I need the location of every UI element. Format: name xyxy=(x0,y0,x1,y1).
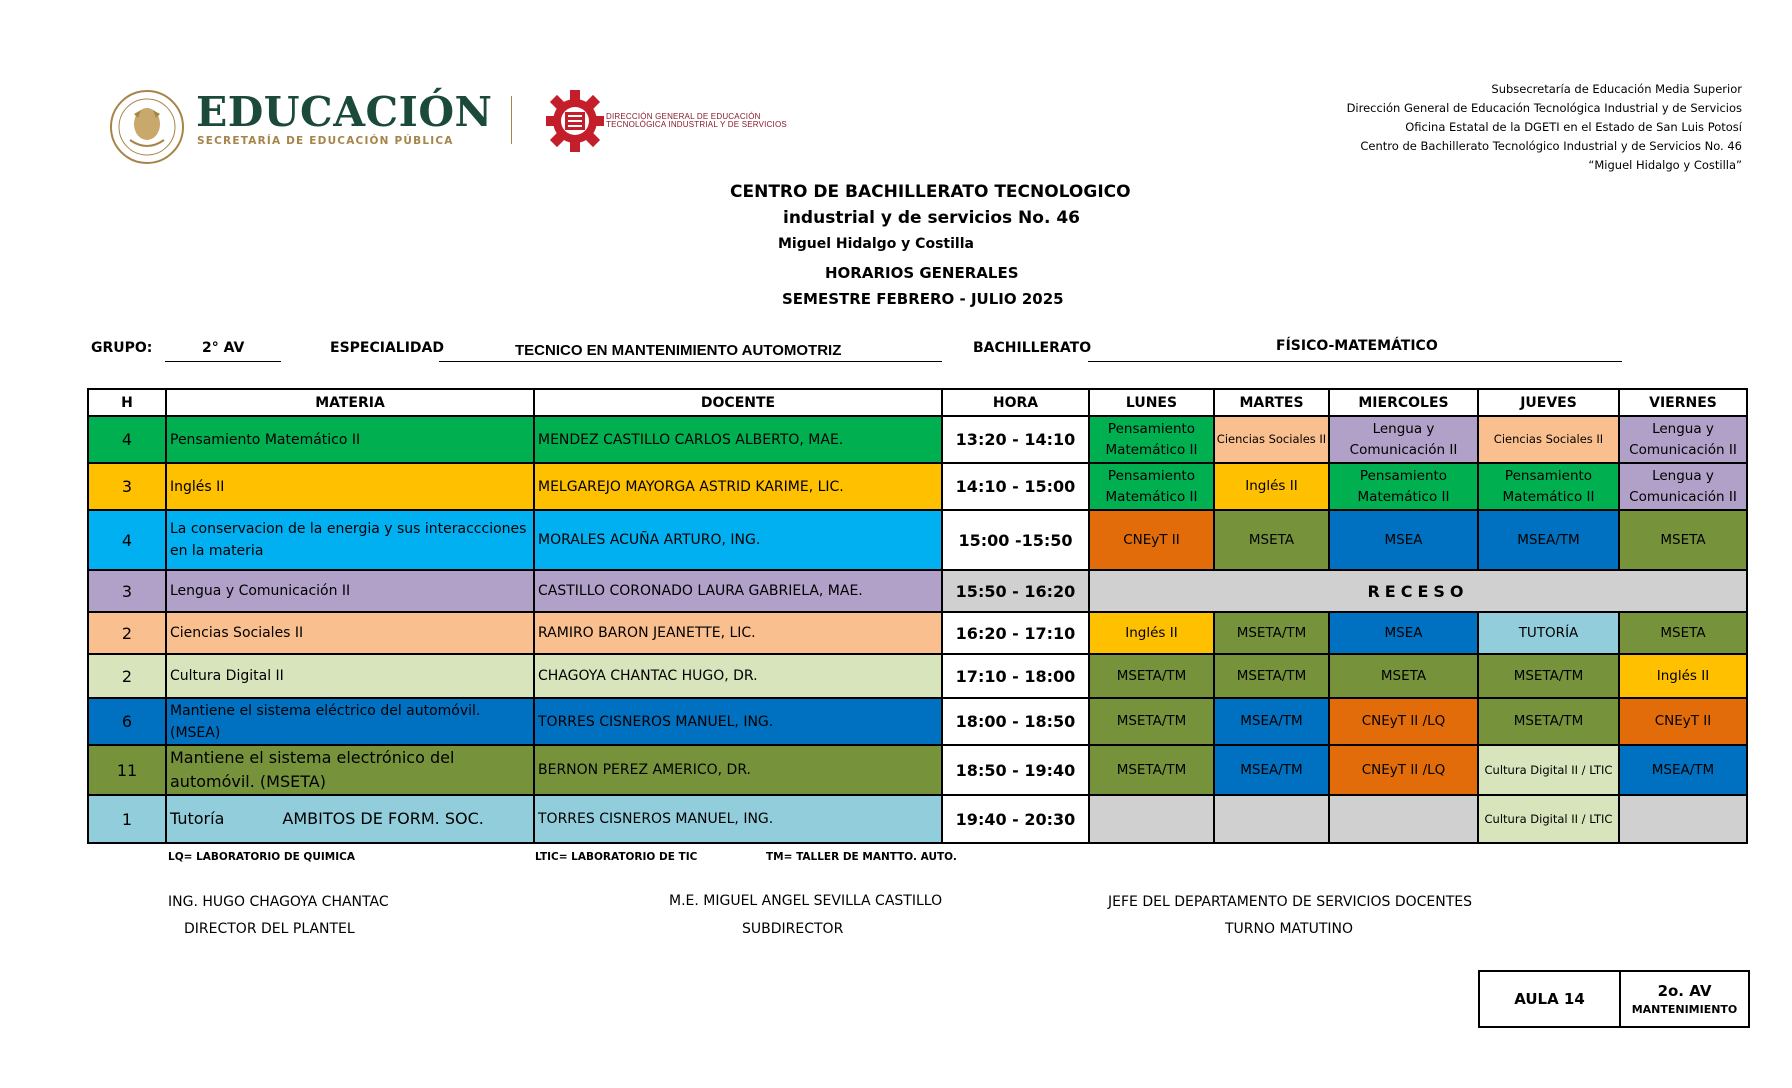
row-materia xyxy=(166,795,534,843)
cell-lunes: Inglés II xyxy=(1089,612,1214,654)
grupo-underline xyxy=(165,361,281,362)
dgeti-gear-icon xyxy=(544,88,606,154)
header-materia: MATERIA xyxy=(166,389,534,416)
subdirector-name: M.E. MIGUEL ANGEL SEVILLA CASTILLO xyxy=(669,893,943,909)
grupo-label: GRUPO: xyxy=(91,340,153,356)
institution-line-1: Subsecretaría de Educación Media Superior xyxy=(1491,82,1742,96)
table-row xyxy=(88,612,1747,654)
cell-jueves: MSEA/TM xyxy=(1478,510,1619,570)
row-docente: TORRES CISNEROS MANUEL, ING. xyxy=(534,795,942,843)
header-docente: DOCENTE xyxy=(534,389,942,416)
cell-lunes xyxy=(1089,795,1214,843)
cell-martes: Inglés II xyxy=(1214,463,1329,510)
table-row xyxy=(88,745,1747,795)
row-docente: CASTILLO CORONADO LAURA GABRIELA, MAE. xyxy=(534,570,942,612)
title-line-4: HORARIOS GENERALES xyxy=(825,264,1019,282)
receso-cell: RECESO xyxy=(1089,570,1747,612)
cell-viernes: MSETA xyxy=(1619,612,1747,654)
row-materia: Pensamiento Matemático II xyxy=(166,416,534,463)
legend-tm: TM= TALLER DE MANTTO. AUTO. xyxy=(766,851,957,863)
cell-miercoles: CNEyT II /LQ xyxy=(1329,698,1478,745)
director-title: DIRECTOR DEL PLANTEL xyxy=(184,921,355,937)
table-row xyxy=(88,510,1747,570)
row-materia: Cultura Digital II xyxy=(166,654,534,698)
cell-martes: MSETA xyxy=(1214,510,1329,570)
row-docente: RAMIRO BARON JEANETTE, LIC. xyxy=(534,612,942,654)
table-header-row xyxy=(88,389,1747,416)
table-row xyxy=(88,795,1747,843)
cell-miercoles: Pensamiento Matemático II xyxy=(1329,463,1478,510)
cell-viernes: Inglés II xyxy=(1619,654,1747,698)
jefe-title: TURNO MATUTINO xyxy=(1225,921,1354,937)
row-hours: 1 xyxy=(88,795,166,843)
table-row xyxy=(88,463,1747,510)
cell-miercoles xyxy=(1329,795,1478,843)
cell-jueves: MSETA/TM xyxy=(1478,698,1619,745)
subdirector-title: SUBDIRECTOR xyxy=(742,921,844,937)
cell-jueves: TUTORÍA xyxy=(1478,612,1619,654)
title-line-2: industrial y de servicios No. 46 xyxy=(783,208,1080,228)
row-hora: 14:10 - 15:00 xyxy=(942,463,1089,510)
bachillerato-label: BACHILLERATO xyxy=(973,340,1092,356)
educacion-logo-text: EDUCACIÓN xyxy=(196,88,493,136)
aula-group: 2o. AV xyxy=(1657,982,1712,1000)
institution-line-5: “Miguel Hidalgo y Costilla” xyxy=(1588,158,1742,172)
cell-jueves: MSETA/TM xyxy=(1478,654,1619,698)
cell-jueves: Cultura Digital II / LTIC xyxy=(1478,745,1619,795)
row-materia: Lengua y Comunicación II xyxy=(166,570,534,612)
row-materia: Mantiene el sistema eléctrico del automóvil. (MSEA) xyxy=(166,698,534,745)
bachillerato-underline xyxy=(1088,361,1622,362)
row-materia: Inglés II xyxy=(166,463,534,510)
header-miercoles: MIERCOLES xyxy=(1329,389,1478,416)
header-viernes: VIERNES xyxy=(1619,389,1747,416)
cell-martes: MSEA/TM xyxy=(1214,698,1329,745)
dgeti-logo-line-1: DIRECCIÓN GENERAL DE EDUCACIÓN xyxy=(606,112,761,121)
aula-number: AULA 14 xyxy=(1479,971,1620,1027)
cell-miercoles: CNEyT II /LQ xyxy=(1329,745,1478,795)
row-materia-text: Tutoría xyxy=(170,809,225,828)
row-hours: 2 xyxy=(88,654,166,698)
cell-lunes: Pensamiento Matemático II xyxy=(1089,416,1214,463)
cell-viernes xyxy=(1619,795,1747,843)
cell-martes: MSETA/TM xyxy=(1214,612,1329,654)
row-hours: 3 xyxy=(88,570,166,612)
table-row xyxy=(88,698,1747,745)
row-materia-extra: AMBITOS DE FORM. SOC. xyxy=(282,809,484,828)
table-row xyxy=(88,416,1747,463)
row-docente: MENDEZ CASTILLO CARLOS ALBERTO, MAE. xyxy=(534,416,942,463)
logo-divider xyxy=(511,96,512,144)
row-materia: Mantiene el sistema electrónico del automóvil. (MSETA) xyxy=(166,745,534,795)
cell-miercoles: MSEA xyxy=(1329,510,1478,570)
row-materia: La conservacion de la energia y sus interaccciones en la materia xyxy=(166,510,534,570)
cell-viernes: Lengua y Comunicación II xyxy=(1619,416,1747,463)
table-row xyxy=(88,570,1747,612)
institution-line-2: Dirección General de Educación Tecnológica Industrial y de Servicios xyxy=(1346,101,1742,115)
cell-miercoles: Lengua y Comunicación II xyxy=(1329,416,1478,463)
row-hora: 17:10 - 18:00 xyxy=(942,654,1089,698)
especialidad-underline xyxy=(439,361,942,362)
header-jueves: JUEVES xyxy=(1478,389,1619,416)
cell-martes xyxy=(1214,795,1329,843)
row-docente: TORRES CISNEROS MANUEL, ING. xyxy=(534,698,942,745)
cell-viernes: CNEyT II xyxy=(1619,698,1747,745)
dgeti-logo-line-2: TECNOLÓGICA INDUSTRIAL Y DE SERVICIOS xyxy=(606,120,787,129)
row-hora: 19:40 - 20:30 xyxy=(942,795,1089,843)
schedule-table xyxy=(87,388,1748,844)
row-hours: 4 xyxy=(88,416,166,463)
mexico-seal-icon xyxy=(108,88,186,166)
row-docente: MORALES ACUÑA ARTURO, ING. xyxy=(534,510,942,570)
row-hora: 18:50 - 19:40 xyxy=(942,745,1089,795)
row-hours: 4 xyxy=(88,510,166,570)
grupo-value: 2° AV xyxy=(202,340,245,356)
aula-especialidad: MANTENIMIENTO xyxy=(1631,1003,1738,1016)
table-row xyxy=(88,654,1747,698)
row-hora: 15:00 -15:50 xyxy=(942,510,1089,570)
cell-martes: Ciencias Sociales II xyxy=(1214,416,1329,463)
institution-line-4: Centro de Bachillerato Tecnológico Industrial y de Servicios No. 46 xyxy=(1360,139,1742,153)
row-hora: 15:50 - 16:20 xyxy=(942,570,1089,612)
row-materia: Ciencias Sociales II xyxy=(166,612,534,654)
cell-lunes: MSETA/TM xyxy=(1089,745,1214,795)
cell-lunes: CNEyT II xyxy=(1089,510,1214,570)
header-lunes: LUNES xyxy=(1089,389,1214,416)
legend-lq: LQ= LABORATORIO DE QUIMICA xyxy=(168,851,355,863)
row-hora: 18:00 - 18:50 xyxy=(942,698,1089,745)
title-line-1: CENTRO DE BACHILLERATO TECNOLOGICO xyxy=(730,182,1131,202)
title-line-5: SEMESTRE FEBRERO - JULIO 2025 xyxy=(782,290,1064,308)
header-martes: MARTES xyxy=(1214,389,1329,416)
header-h: H xyxy=(88,389,166,416)
especialidad-value: TECNICO EN MANTENIMIENTO AUTOMOTRIZ xyxy=(515,342,842,359)
institution-line-3: Oficina Estatal de la DGETI en el Estado de San Luis Potosí xyxy=(1405,120,1742,134)
header-hora: HORA xyxy=(942,389,1089,416)
row-hours: 3 xyxy=(88,463,166,510)
aula-group-cell xyxy=(1620,971,1749,1027)
row-docente: BERNON PEREZ AMERICO, DR. xyxy=(534,745,942,795)
row-hora: 16:20 - 17:10 xyxy=(942,612,1089,654)
cell-viernes: MSEA/TM xyxy=(1619,745,1747,795)
cell-miercoles: MSEA xyxy=(1329,612,1478,654)
row-hours: 11 xyxy=(88,745,166,795)
cell-miercoles: MSETA xyxy=(1329,654,1478,698)
cell-martes: MSEA/TM xyxy=(1214,745,1329,795)
especialidad-label: ESPECIALIDAD xyxy=(330,340,444,356)
title-line-3: Miguel Hidalgo y Costilla xyxy=(778,236,974,252)
aula-box xyxy=(1478,970,1750,1028)
row-hours: 2 xyxy=(88,612,166,654)
row-hours: 6 xyxy=(88,698,166,745)
cell-viernes: MSETA xyxy=(1619,510,1747,570)
cell-martes: MSETA/TM xyxy=(1214,654,1329,698)
sep-logo-text: SECRETARÍA DE EDUCACIÓN PÚBLICA xyxy=(197,135,454,147)
row-docente: MELGAREJO MAYORGA ASTRID KARIME, LIC. xyxy=(534,463,942,510)
director-name: ING. HUGO CHAGOYA CHANTAC xyxy=(168,894,389,910)
cell-jueves: Ciencias Sociales II xyxy=(1478,416,1619,463)
cell-jueves: Cultura Digital II / LTIC xyxy=(1478,795,1619,843)
cell-lunes: Pensamiento Matemático II xyxy=(1089,463,1214,510)
bachillerato-value: FÍSICO-MATEMÁTICO xyxy=(1276,338,1438,354)
cell-jueves: Pensamiento Matemático II xyxy=(1478,463,1619,510)
jefe-name: JEFE DEL DEPARTAMENTO DE SERVICIOS DOCENTES xyxy=(1108,894,1473,910)
cell-lunes: MSETA/TM xyxy=(1089,654,1214,698)
legend-ltic: LTIC= LABORATORIO DE TIC xyxy=(535,851,698,863)
row-hora: 13:20 - 14:10 xyxy=(942,416,1089,463)
row-docente: CHAGOYA CHANTAC HUGO, DR. xyxy=(534,654,942,698)
cell-viernes: Lengua y Comunicación II xyxy=(1619,463,1747,510)
cell-lunes: MSETA/TM xyxy=(1089,698,1214,745)
